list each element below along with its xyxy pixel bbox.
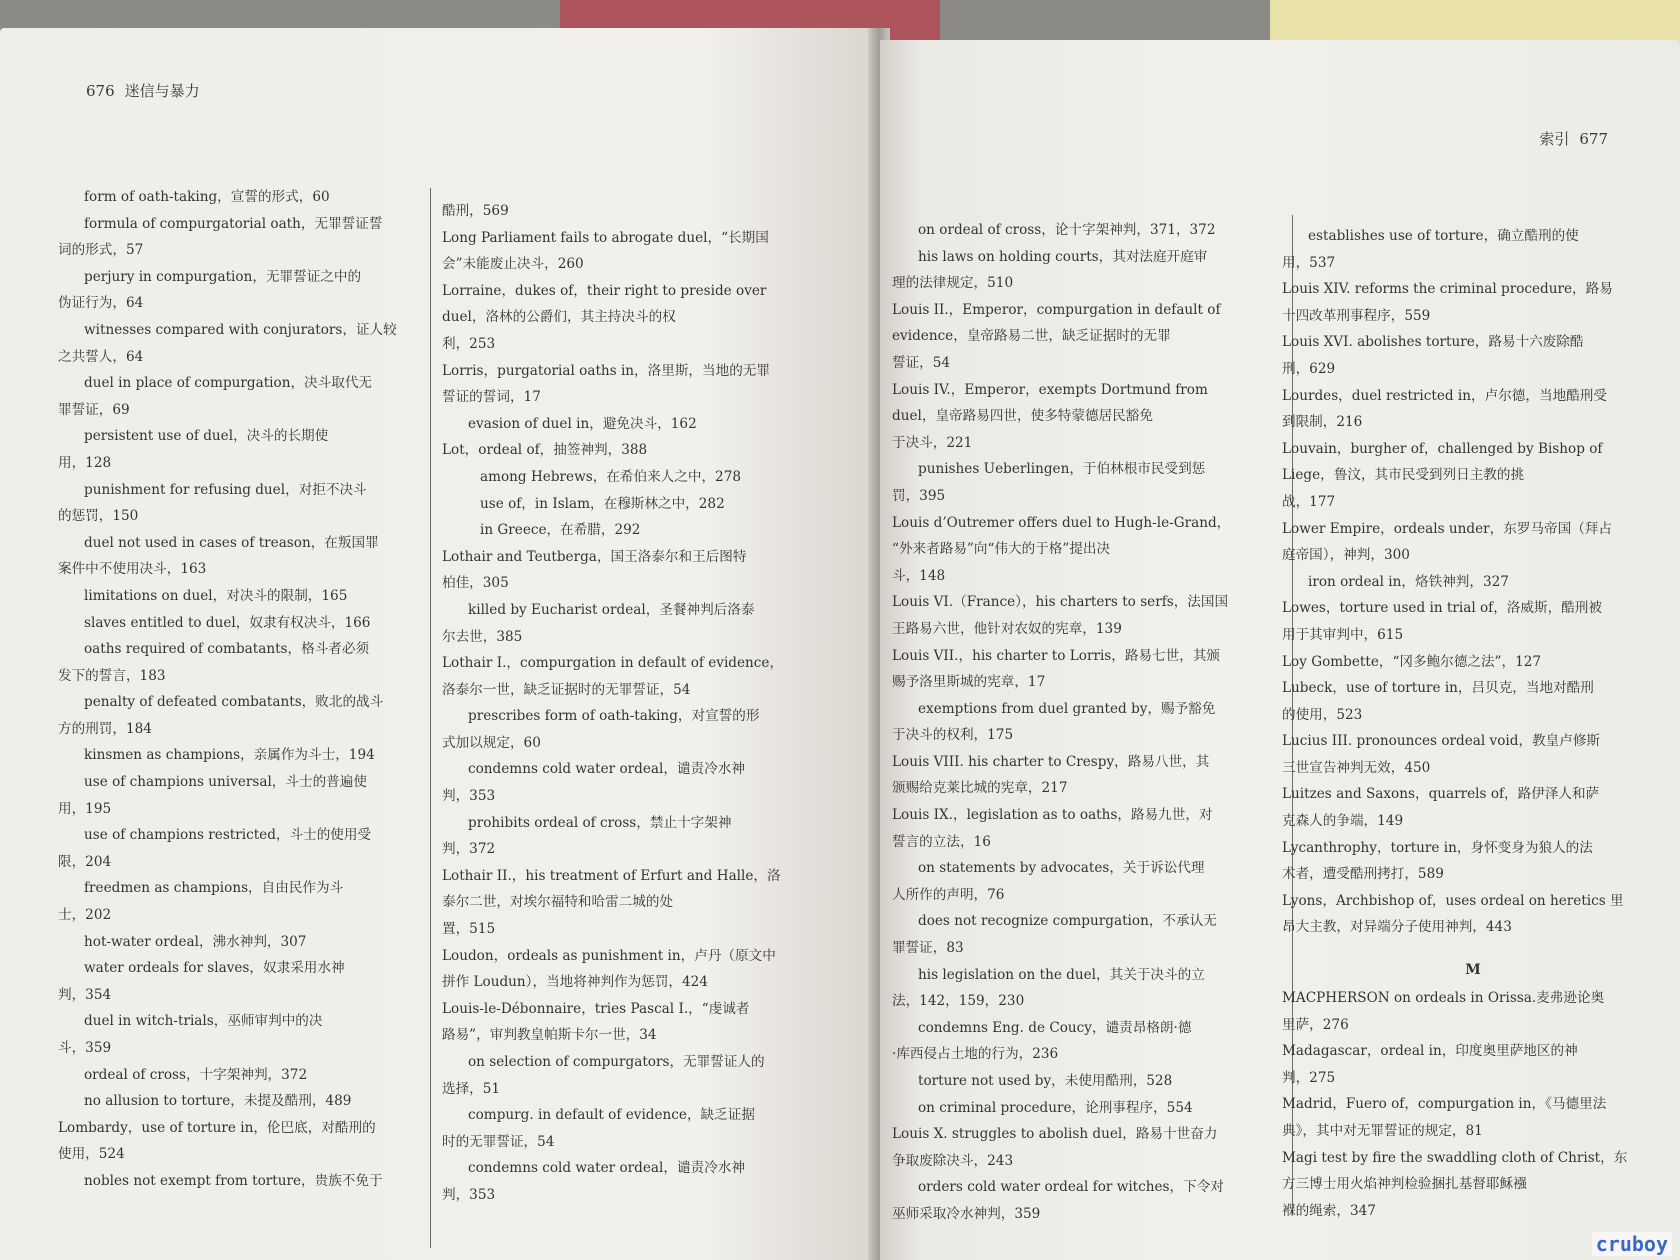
- index-entry-continuation: 使用，524: [58, 1146, 125, 1163]
- index-entry-line: Lot，ordeal of，抽签神判，388: [442, 442, 648, 459]
- right-column-2-entries-m: [1282, 985, 1664, 1224]
- left-running-head: [86, 80, 200, 101]
- index-entry-continuation: 时的无罪誓证，54: [442, 1133, 555, 1150]
- index-entry: [1282, 223, 1664, 276]
- index-entry-line: among Hebrews，在希伯来人之中，278: [480, 468, 742, 485]
- index-entry-line: condemns cold water ordeal，谴责冷水神: [468, 1160, 745, 1177]
- index-entry: [58, 530, 418, 583]
- index-entry-line: use of champions restricted，斗士的使用受: [84, 827, 372, 844]
- index-entry: [58, 822, 418, 875]
- right-page-number: 677: [1579, 130, 1608, 148]
- index-entry-continuation: 昂大主教，对异端分子使用神判，443: [1282, 919, 1512, 936]
- index-entry-continuation: 词的形式，57: [58, 242, 144, 259]
- index-entry-line: oaths required of combatants，格斗者必须: [84, 641, 370, 658]
- index-entry-continuation: 战，177: [1282, 493, 1336, 510]
- left-column-2: [442, 198, 842, 1209]
- index-entry-line: on criminal procedure，论刑事程序，554: [918, 1099, 1193, 1116]
- index-entry: [58, 875, 418, 928]
- index-entry-line: evasion of duel in，避免决斗，162: [468, 415, 697, 432]
- index-entry-continuation: 案件中不使用决斗，163: [58, 561, 207, 578]
- index-entry-line: on ordeal of cross，论十字架神判，371，372: [918, 222, 1216, 238]
- index-entry-line: MACPHERSON on ordeals in Orissa.麦弗逊论奥: [1282, 990, 1605, 1007]
- index-entry: [892, 1121, 1284, 1174]
- index-entry: [58, 929, 418, 956]
- index-entry-continuation: 置，515: [442, 921, 496, 938]
- index-entry-line: freedmen as champions，自由民作为斗: [84, 880, 344, 897]
- index-entry-continuation: 的使用，523: [1282, 706, 1363, 723]
- index-entry-line: ordeal of cross，十字架神判，372: [84, 1066, 308, 1083]
- index-entry-continuation: 于决斗的权利，175: [892, 727, 1014, 744]
- index-entry-continuation: 用于其审判中，615: [1282, 626, 1404, 643]
- index-entry: [1282, 569, 1664, 596]
- index-entry: [442, 544, 842, 597]
- index-entry: [58, 769, 418, 822]
- index-entry-line: Louis IX.，legislation as to oaths，路易九世，对: [892, 807, 1213, 824]
- index-entry-continuation: 理的法律规定，510: [892, 275, 1014, 292]
- index-entry-line: Lucius III. pronounces ordeal void，教皇卢修斯: [1282, 733, 1601, 750]
- index-entry: [442, 810, 842, 863]
- index-entry: [892, 908, 1284, 961]
- index-entry: [442, 278, 842, 358]
- index-entry-continuation: 用，128: [58, 454, 112, 471]
- right-page: [880, 40, 1680, 1260]
- index-entry: [58, 610, 418, 637]
- index-entry: [442, 996, 842, 1049]
- index-entry: [892, 510, 1284, 590]
- index-entry: [58, 636, 418, 689]
- index-entry-line: killed by Eucharist ordeal，圣餐神判后洛泰: [468, 601, 755, 618]
- index-entry-continuation: 选择，51: [442, 1080, 501, 1097]
- index-entry: [892, 244, 1284, 297]
- index-entry: [58, 211, 418, 264]
- index-entry-continuation: 誓证，54: [892, 354, 951, 371]
- index-entry-line: Magi test by fire the swaddling cloth of Christ，东: [1282, 1149, 1628, 1166]
- index-entry-continuation: 柏佳，305: [442, 575, 509, 592]
- left-page: [0, 28, 878, 1260]
- index-entry-line: Louvain，burgher of，challenged by Bishop of: [1282, 440, 1603, 457]
- index-entry-line: nobles not exempt from torture，贵族不免于: [84, 1172, 383, 1189]
- index-entry-continuation: 罪誓证，69: [58, 401, 130, 418]
- index-entry-continuation: 式加以规定，60: [442, 734, 541, 751]
- index-entry: [892, 377, 1284, 457]
- index-entry-continuation: 伪证行为，64: [58, 295, 144, 312]
- index-entry-line: hot-water ordeal，沸水神判，307: [84, 933, 307, 950]
- index-entry-continuation: 的惩罚，150: [58, 508, 139, 525]
- index-entry: [442, 411, 842, 438]
- index-entry-line: on selection of compurgators，无罪誓证人的: [468, 1054, 765, 1070]
- index-entry: [892, 217, 1284, 244]
- index-entry-line: duel in place of compurgation，决斗取代无: [84, 375, 373, 392]
- index-entry-continuation: 士，202: [58, 907, 112, 924]
- index-entry: [442, 517, 842, 544]
- right-running-head: [1539, 128, 1608, 149]
- index-entry: [442, 650, 842, 703]
- index-entry-continuation: “外来者路易”向“伟大的于格”提出决: [892, 541, 1111, 558]
- index-entry-continuation: 人所作的声明，76: [892, 886, 1005, 903]
- index-entry-line: Louis X. struggles to abolish duel，路易十世奋力: [892, 1126, 1218, 1143]
- index-entry-line: Louis VIII. his charter to Crespy，路易八世，其: [892, 753, 1210, 770]
- column-rule: [430, 188, 431, 1248]
- index-entry: [442, 597, 842, 650]
- index-entry-line: Lorris，purgatorial oaths in，洛里斯，当地的无罪: [442, 362, 770, 379]
- index-entry: [58, 1008, 418, 1061]
- index-entry-line: Luitzes and Saxons，quarrels of，路伊泽人和萨: [1282, 786, 1600, 803]
- index-entry: [892, 749, 1284, 802]
- index-entry-continuation: 罚，395: [892, 487, 946, 504]
- index-entry-continuation: 用，537: [1282, 254, 1336, 271]
- index-entry-line: torture not used by，未使用酷刑，528: [918, 1073, 1173, 1089]
- index-entry-continuation: 典》，其中对无罪誓证的规定，81: [1282, 1123, 1483, 1139]
- index-entry-line: Madagascar，ordeal in，印度奥里萨地区的神: [1282, 1043, 1578, 1060]
- index-entry: [892, 297, 1284, 377]
- index-entry-line: does not recognize compurgation，不承认无: [918, 913, 1217, 930]
- index-entry-continuation: 限，204: [58, 853, 112, 870]
- index-entry-line: witnesses compared with conjurators，证人较: [84, 321, 397, 338]
- index-entry: [58, 1115, 418, 1168]
- index-entry: [1282, 1145, 1664, 1225]
- index-entry-continuation: 于决斗，221: [892, 434, 973, 451]
- index-entry-continuation: 誓言的立法，16: [892, 833, 991, 850]
- index-entry-continuation: evidence，皇帝路易二世，缺乏证据时的无罪: [892, 328, 1171, 345]
- index-entry-line: Lowes，torture used in trial of，洛威斯，酷刑被: [1282, 600, 1602, 617]
- index-entry: [892, 855, 1284, 908]
- index-entry: [58, 1062, 418, 1089]
- index-entry: [1282, 781, 1664, 834]
- index-entry-line: slaves entitled to duel，奴隶有权决斗，166: [84, 614, 371, 631]
- index-entry-continuation: 利，253: [442, 335, 496, 352]
- index-entry-continuation: 褓的绳索，347: [1282, 1202, 1376, 1219]
- index-entry: [1282, 649, 1664, 676]
- index-entry-continuation: 刑，629: [1282, 360, 1336, 377]
- index-entry-continuation: 斗，359: [58, 1040, 112, 1056]
- index-entry-continuation: 方的刑罚，184: [58, 720, 152, 737]
- index-entry-line: Long Parliament fails to abrogate duel，“长期国: [442, 229, 769, 246]
- watermark: cruboy: [1592, 1232, 1672, 1256]
- index-entry: [892, 962, 1284, 1015]
- index-entry-line: prescribes form of oath-taking，对宣誓的形: [468, 708, 760, 725]
- index-entry-continuation: Liege，鲁汶，其市民受到列日主教的挑: [1282, 467, 1525, 484]
- index-entry-continuation: 十四改革刑事程序，559: [1282, 307, 1431, 324]
- index-entry: [1282, 329, 1664, 382]
- index-entry-line: iron ordeal in，烙铁神判，327: [1308, 573, 1509, 590]
- index-entry: [58, 317, 418, 370]
- index-entry-line: exemptions from duel granted by，赐予豁免: [918, 700, 1216, 717]
- index-entry-line: Lothair and Teutberga，国王洛泰尔和王后图特: [442, 548, 747, 565]
- index-entry: [442, 491, 842, 518]
- index-entry-line: persistent use of duel，决斗的长期使: [84, 428, 329, 445]
- index-entry-continuation: 争取废除决斗，243: [892, 1152, 1014, 1169]
- index-entry: [892, 456, 1284, 509]
- index-entry-line: perjury in compurgation，无罪誓证之中的: [84, 268, 362, 285]
- index-entry: [58, 370, 418, 423]
- right-column-1: [892, 217, 1284, 1228]
- index-entry-line: Louis XIV. reforms the criminal procedure，路易: [1282, 281, 1613, 298]
- index-entry-line: Loudon，ordeals as punishment in，卢丹（原文中: [442, 947, 776, 964]
- index-entry-line: punishment for refusing duel，对拒不决斗: [84, 481, 367, 498]
- index-entry: [442, 863, 842, 943]
- index-entry-continuation: 尔去世，385: [442, 628, 523, 645]
- index-entry-line: use of，in Islam，在穆斯林之中，282: [480, 495, 725, 512]
- index-entry-continuation: 法，142，159，230: [892, 993, 1025, 1010]
- index-entry: [1282, 675, 1664, 728]
- index-entry: [58, 264, 418, 317]
- index-entry-continuation: 判，354: [58, 986, 112, 1003]
- index-entry-line: limitations on duel，对决斗的限制，165: [84, 587, 348, 604]
- index-entry: [1282, 888, 1664, 941]
- index-entry-line: Lombardy，use of torture in，伦巴底，对酷刑的: [58, 1119, 376, 1136]
- index-entry-line: Lourdes，duel restricted in，卢尔德，当地酷刑受: [1282, 387, 1607, 404]
- right-column-2-entries: [1282, 223, 1664, 941]
- index-entry-line: condemns cold water ordeal，谴责冷水神: [468, 761, 745, 778]
- index-entry: [1282, 516, 1664, 569]
- index-entry-line: Lubeck，use of torture in，吕贝克，当地对酷刑: [1282, 680, 1594, 697]
- index-entry: [892, 643, 1284, 696]
- index-entry-line: Lycanthrophy，torture in，身怀变身为狼人的法: [1282, 839, 1593, 856]
- index-entry-continuation: 斗，148: [892, 567, 946, 584]
- index-entry-continuation: duel，皇帝路易四世，使多特蒙德居民豁免: [892, 408, 1153, 425]
- section-letter-heading: M: [1465, 962, 1481, 979]
- index-entry-line: compurg. in default of evidence，缺乏证据: [468, 1107, 755, 1124]
- index-entry-line: duel not used in cases of treason，在叛国罪: [84, 534, 379, 551]
- index-entry-line: Lyons，Archbishop of，uses ordeal on heretics 里: [1282, 892, 1624, 909]
- index-entry: [1282, 383, 1664, 436]
- index-entry-continuation: 方三博士用火焰神判检验捆扎基督耶稣襁: [1282, 1176, 1527, 1193]
- index-entry-line: condemns Eng. de Coucy，谴责昂格朗·德: [918, 1019, 1192, 1036]
- index-entry-continuation: 洛泰尔一世，缺乏证据时的无罪誓证，54: [442, 681, 691, 698]
- index-entry-continuation: 三世宣告神判无效，450: [1282, 759, 1431, 776]
- index-entry-continuation: 判，275: [1282, 1069, 1336, 1086]
- index-entry-line: Loy Gombette，“冈多鲍尔德之法”，127: [1282, 653, 1542, 670]
- index-entry-line: penalty of defeated combatants，败北的战斗: [84, 694, 384, 711]
- index-entry: [58, 423, 418, 476]
- index-entry: [1282, 1038, 1664, 1091]
- index-entry-line: Louis-le-Débonnaire，tries Pascal I.，“虔诚者: [442, 1000, 750, 1017]
- index-entry-line: Louis VI.（France），his charters to serfs，法国国: [892, 594, 1229, 611]
- index-entry-line: Lothair II.，his treatment of Erfurt and Halle，洛: [442, 867, 781, 884]
- index-entry: [442, 943, 842, 996]
- index-entry-line: Lothair I.，compurgation in default of evidence，: [442, 655, 784, 672]
- index-entry: [892, 1068, 1284, 1095]
- index-entry: [58, 742, 418, 769]
- index-entry: [1282, 985, 1664, 1038]
- index-entry-line: Louis VII.，his charter to Lorris，路易七世，其颁: [892, 647, 1221, 664]
- index-entry-line: orders cold water ordeal for witches，下令对: [918, 1179, 1224, 1196]
- index-entry: [892, 1174, 1284, 1227]
- index-entry-line: Louis d’Outremer offers duel to Hugh-le-Grand，: [892, 514, 1231, 531]
- index-entry-continuation: 庭帝国），神判，300: [1282, 547, 1410, 564]
- index-entry-line: his legislation on the duel，其关于决斗的立: [918, 966, 1205, 983]
- index-entry-continuation: 术者，遭受酷刑拷打，589: [1282, 866, 1444, 883]
- index-entry: [442, 464, 842, 491]
- right-running-title: 索引: [1539, 130, 1570, 148]
- index-entry: [58, 477, 418, 530]
- index-entry-line: Lorraine，dukes of，their right to preside over: [442, 282, 767, 299]
- index-entry-continuation: 誓证的誓词，17: [442, 389, 541, 406]
- left-running-title: 迷信与暴力: [124, 82, 200, 100]
- index-entry-line: formula of compurgatorial oath，无罪誓证誓: [84, 215, 383, 232]
- index-entry-continuation: 巫师采取冷水神判，359: [892, 1205, 1041, 1222]
- index-entry: [1282, 436, 1664, 516]
- index-entry: [58, 184, 418, 211]
- index-entry-line: on statements by advocates，关于诉讼代理: [918, 860, 1205, 877]
- index-entry-continuation: 判，353: [442, 788, 496, 805]
- index-entry: [892, 802, 1284, 855]
- index-entry-line: in Greece，在希腊，292: [480, 522, 641, 539]
- index-entry: [442, 1102, 842, 1155]
- index-entry-continuation: duel，洛林的公爵们，其主持决斗的权: [442, 309, 676, 326]
- index-entry: [442, 1049, 842, 1102]
- index-entry-continuation: 拼作 Loudun），当地将神判作为惩罚，424: [442, 974, 708, 991]
- index-entry-continuation: 之共誓人，64: [58, 348, 144, 365]
- index-entry: [442, 198, 842, 225]
- index-entry-continuation: 王路易六世，他针对农奴的宪章，139: [892, 620, 1122, 637]
- index-entry: [1282, 595, 1664, 648]
- index-entry-continuation: 判，372: [442, 841, 496, 858]
- index-entry: [58, 1168, 418, 1195]
- index-entry-continuation: 发下的誓言，183: [58, 667, 166, 684]
- index-entry-line: no allusion to torture，未提及酷刑，489: [84, 1093, 352, 1110]
- left-page-number: 676: [86, 82, 115, 100]
- index-entry: [58, 583, 418, 610]
- index-entry: [892, 696, 1284, 749]
- index-entry-line: Louis IV.，Emperor，exempts Dortmund from: [892, 381, 1208, 398]
- index-entry-line: water ordeals for slaves，奴隶采用水神: [84, 960, 345, 977]
- index-entry: [442, 1155, 842, 1208]
- index-entry-line: Lower Empire，ordeals under，东罗马帝国（拜占: [1282, 520, 1612, 537]
- index-entry: [1282, 1091, 1664, 1144]
- index-entry-continuation: 到限制，216: [1282, 414, 1363, 431]
- index-entry: [58, 1088, 418, 1115]
- index-entry-line: use of champions universal，斗士的普遍使: [84, 774, 367, 791]
- index-entry: [892, 589, 1284, 642]
- index-entry-continuation: ·库西侵占土地的行为，236: [892, 1046, 1059, 1063]
- index-entry-continuation: 路易”，审判教皇帕斯卡尔一世，34: [442, 1027, 657, 1044]
- index-entry: [892, 1095, 1284, 1122]
- index-entry-line: Louis XVI. abolishes torture，路易十六废除酷: [1282, 334, 1584, 351]
- index-entry-line: his laws on holding courts，其对法庭开庭审: [918, 248, 1208, 265]
- background-paper: [1270, 0, 1680, 45]
- index-entry-continuation: 会”未能废止决斗，260: [442, 256, 584, 273]
- index-entry-line: punishes Ueberlingen，于伯林根市民受到惩: [918, 461, 1206, 478]
- index-entry-continuation: 赐予洛里斯城的宪章，17: [892, 674, 1046, 691]
- index-entry-line: kinsmen as champions，亲属作为斗士，194: [84, 747, 375, 764]
- index-entry: [58, 955, 418, 1008]
- index-entry-line: duel in witch-trials，巫师审判中的决: [84, 1013, 323, 1030]
- index-entry-continuation: 泰尔二世，对埃尔福特和哈雷二城的处: [442, 894, 674, 911]
- index-entry: [442, 358, 842, 411]
- index-entry: [892, 1015, 1284, 1068]
- index-entry-continuation: 克森人的争端，149: [1282, 813, 1404, 830]
- index-entry-continuation: 判，353: [442, 1186, 496, 1203]
- index-entry: [1282, 276, 1664, 329]
- index-entry-line: Louis II.，Emperor，compurgation in default of: [892, 301, 1221, 318]
- index-entry: [1282, 835, 1664, 888]
- index-entry-line: Madrid，Fuero of，compurgation in，《马德里法: [1282, 1096, 1607, 1113]
- index-entry-line: 酷刑，569: [442, 203, 509, 219]
- index-entry: [442, 225, 842, 278]
- index-entry-line: form of oath-taking，宣誓的形式，60: [84, 189, 330, 205]
- index-entry: [58, 689, 418, 742]
- index-entry-continuation: 里萨，276: [1282, 1016, 1349, 1033]
- index-entry-continuation: 颁赐给克莱比城的宪章，217: [892, 780, 1068, 797]
- left-column-1: [58, 184, 418, 1195]
- index-entry-line: establishes use of torture，确立酷刑的使: [1308, 228, 1579, 244]
- right-column-2: [1282, 223, 1664, 1224]
- index-entry: [442, 756, 842, 809]
- index-entry: [442, 703, 842, 756]
- index-entry-continuation: 罪誓证，83: [892, 940, 964, 957]
- index-entry-line: prohibits ordeal of cross，禁止十字架神: [468, 814, 732, 831]
- index-entry: [1282, 728, 1664, 781]
- index-entry: [442, 437, 842, 464]
- index-entry-continuation: 用，195: [58, 800, 112, 817]
